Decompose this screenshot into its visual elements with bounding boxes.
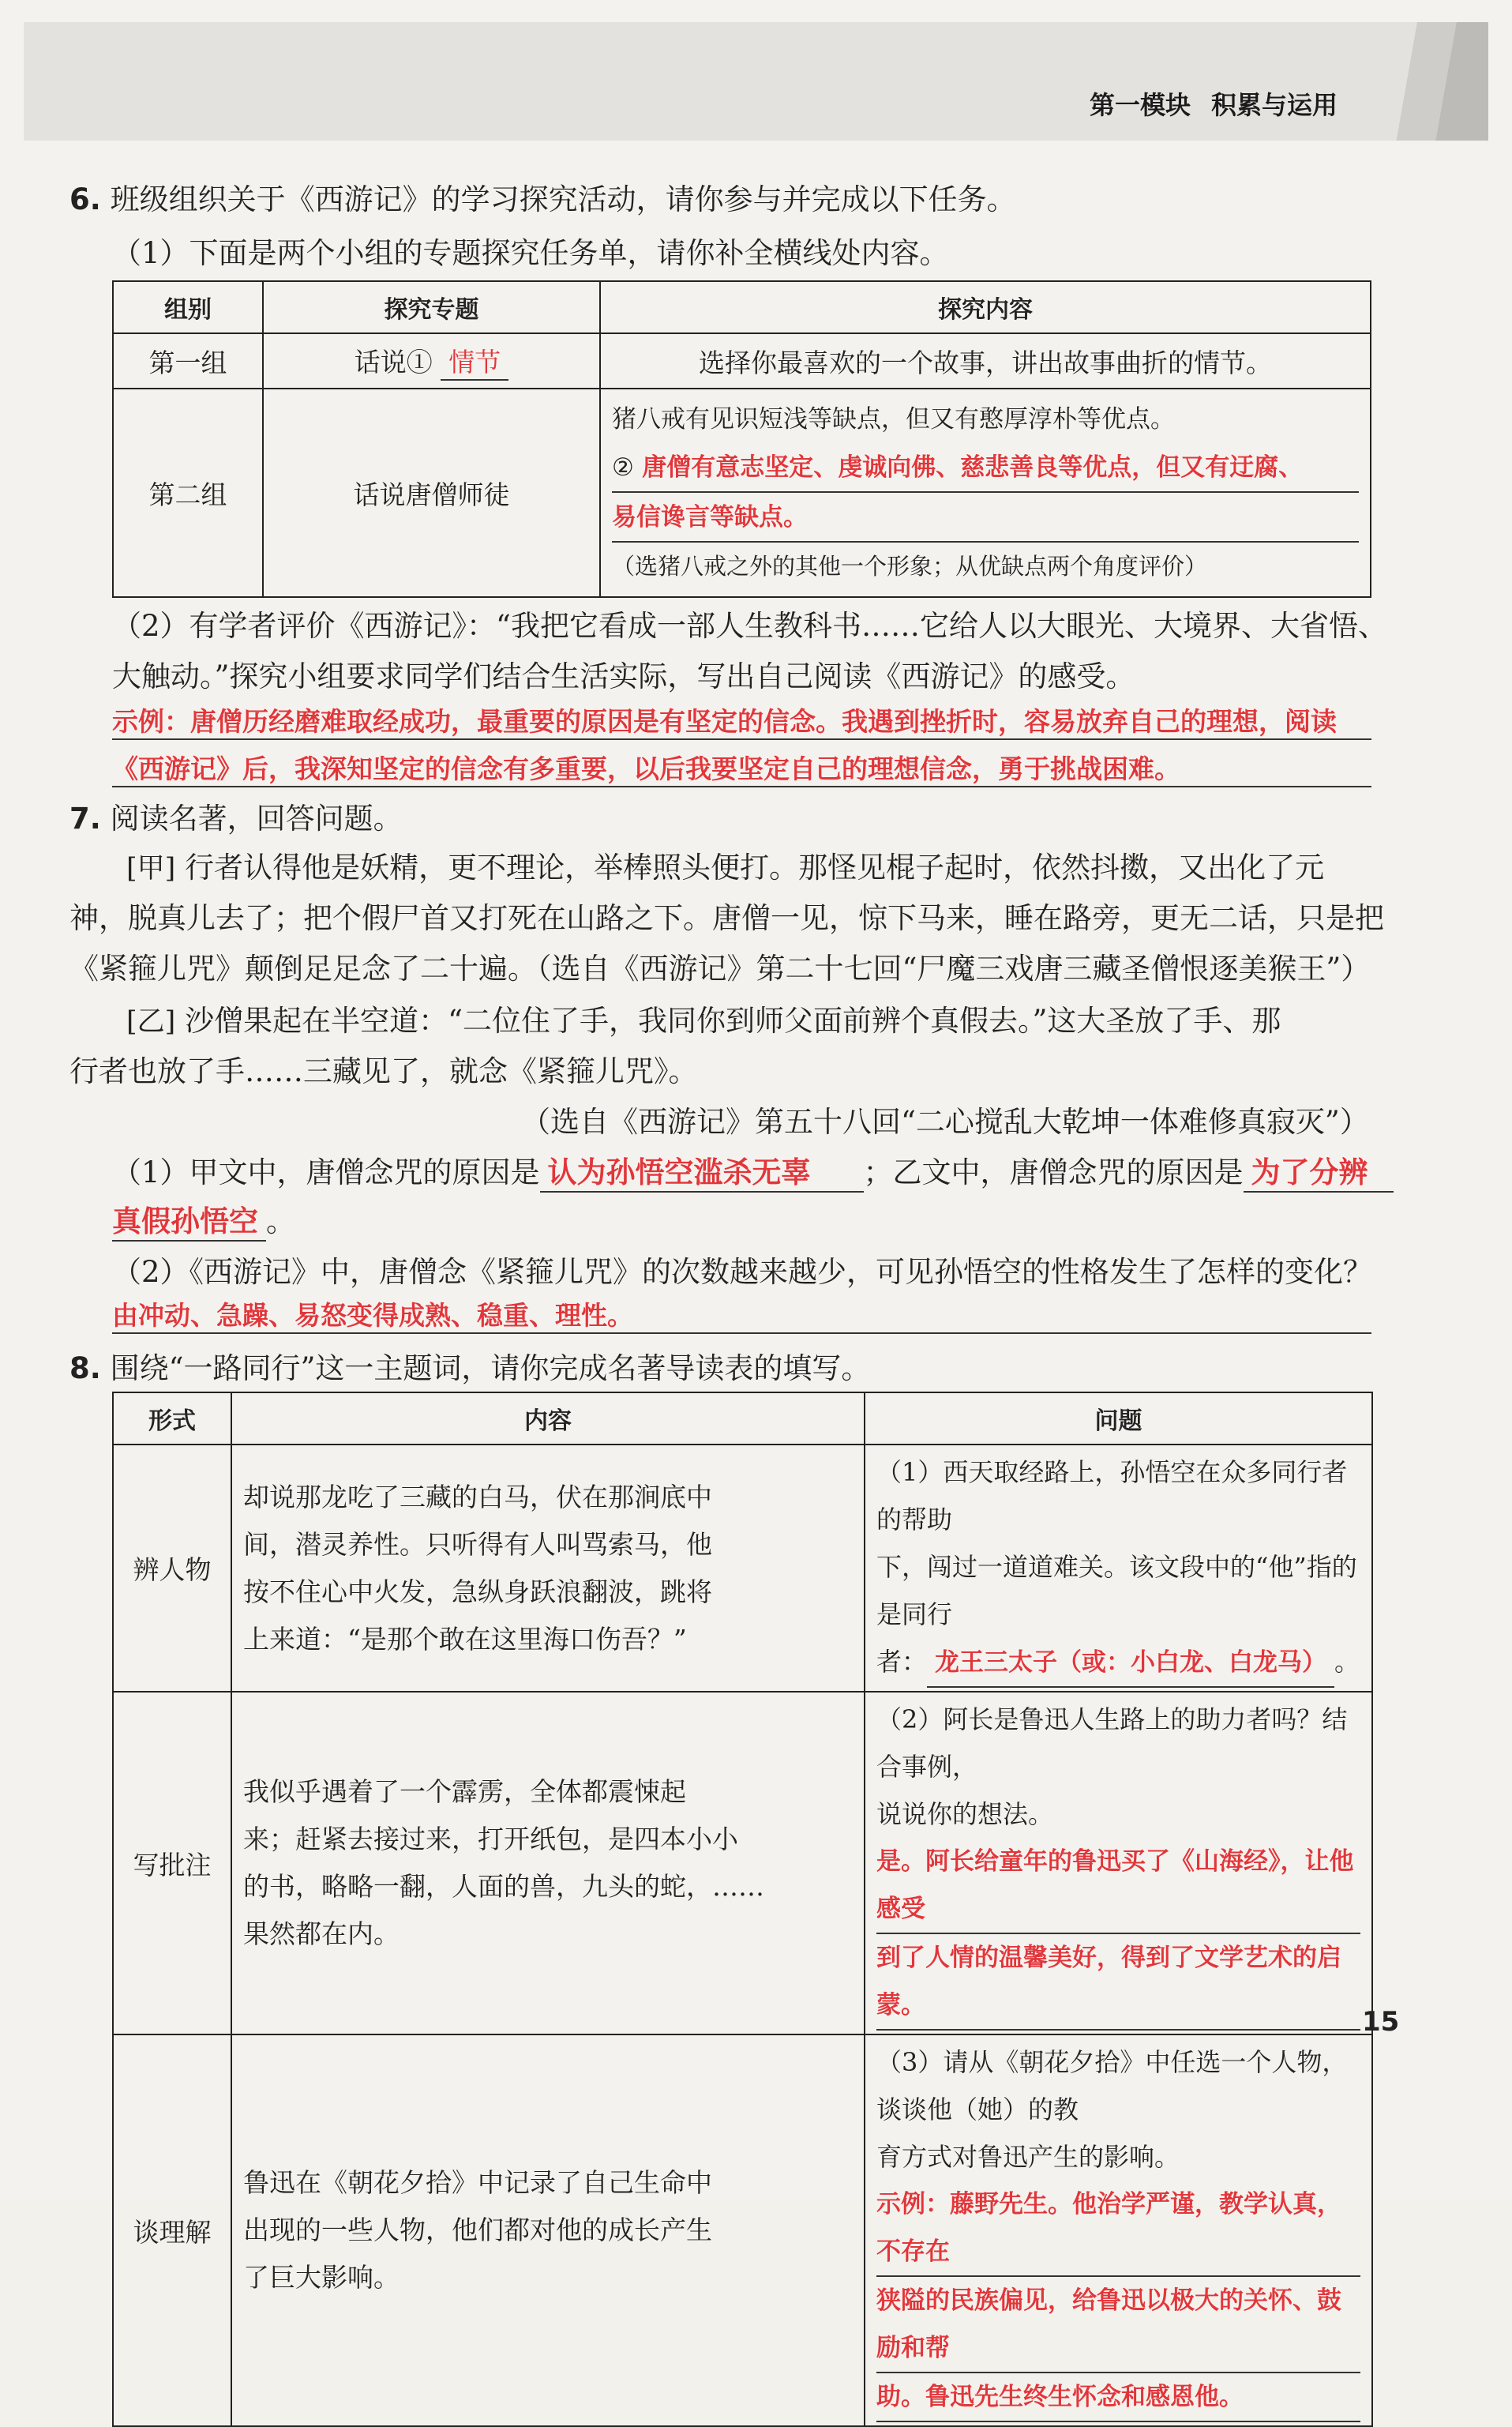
row2-answer-line2 xyxy=(612,493,1359,543)
q7-jia-line3: 《紧箍儿咒》颠倒足足念了二十遍。（选自《西游记》第二十七回“尸魔三戏唐三藏圣僧恨逐美猴王”） xyxy=(69,952,1371,986)
q6-table xyxy=(112,280,1371,598)
row1-question-line: 下，闯过一道道难关。该文段中的“他”指的是同行 xyxy=(876,1552,1357,1629)
q6-row2-group: 第二组 xyxy=(113,389,263,597)
q7-number: 7. xyxy=(69,802,101,836)
section-name: 积累与运用 xyxy=(1211,90,1338,120)
row3-content-line: 了巨大影响。 xyxy=(243,2262,400,2293)
row2-answer-line: 到了人情的温馨美好，得到了文学艺术的启蒙。 xyxy=(876,1934,1360,2031)
row2-answer2: 易信谗言等缺点。 xyxy=(612,503,808,532)
q6-row2-topic: 话说唐僧师徒 xyxy=(263,389,600,597)
row1-content-line: 上来道：“是那个敢在这里海口伤吾？” xyxy=(243,1623,687,1655)
q7-jia-line1 xyxy=(126,843,1324,886)
q6-row1-topic xyxy=(263,333,600,389)
row2-line1: 猪八戒有见识短浅等缺点，但又有憨厚淳朴等优点。 xyxy=(612,405,1175,434)
page-number: 15 xyxy=(1362,2006,1400,2038)
row2-content-line: 我似乎遇着了一个霹雳，全体都震悚起 xyxy=(243,1776,686,1807)
s1-answer1: 认为孙悟空滥杀无辜 xyxy=(540,1148,864,1193)
s1-answer2b: 真假孙悟空 xyxy=(112,1197,266,1242)
q8-header-form: 形式 xyxy=(113,1392,231,1445)
q8-row1-content xyxy=(231,1445,865,1692)
q8-row3-question xyxy=(865,2034,1372,2426)
module-label xyxy=(1090,85,1338,122)
yi-text1: 沙僧果起在半空道：“二位住了手，我同你到师父面前辨个真假去。”这大圣放了手、那 xyxy=(185,1004,1281,1038)
q6-number: 6. xyxy=(69,182,101,216)
q6-row1-group: 第一组 xyxy=(113,333,263,389)
row2-content-line: 果然都在内。 xyxy=(243,1918,400,1949)
jia-bracket: [甲] xyxy=(126,853,176,885)
q6-header-group: 组别 xyxy=(113,281,263,333)
jia-text1: 行者认得他是妖精，更不理论，举棒照头便打。那怪见棍子起时，依然抖擞，又出化了元 xyxy=(185,851,1325,885)
q8-row1-form: 辨人物 xyxy=(113,1445,231,1692)
s1-answer2a: 为了分辨 xyxy=(1244,1148,1394,1193)
row2-answer1: 唐僧有意志坚定、虔诚向佛、慈悲善良等优点，但又有迂腐、 xyxy=(642,453,1304,482)
header-decoration xyxy=(1378,22,1488,141)
q8-header-content: 内容 xyxy=(231,1392,865,1445)
jia-label: 甲 xyxy=(137,853,165,885)
q6-sub2-line1: （2）有学者评价《西游记》：“我把它看成一部人生教科书……它给人以大眼光、大境界、大省悟、 xyxy=(112,609,1387,643)
row2-marker: ② xyxy=(612,453,634,482)
q6-header-topic: 探究专题 xyxy=(263,281,600,333)
s1-end: 。 xyxy=(266,1204,295,1238)
q6-answer2-line1: 示例：唐僧历经磨难取经成功，最重要的原因是有坚定的信念。我遇到挫折时，容易放弃自己的理想，阅读 xyxy=(112,701,1371,740)
row2-question-line: 说说你的想法。 xyxy=(876,1799,1054,1829)
q7-yi-source: （选自《西游记》第五十八回“二心搅乱大乾坤一体难修真寂灭”） xyxy=(521,1105,1369,1139)
q6-row2-content xyxy=(600,389,1371,597)
row3-answer-line: 狭隘的民族偏见，给鲁迅以极大的关怀、鼓励和帮 xyxy=(876,2277,1360,2373)
header-bar xyxy=(24,22,1488,141)
row2-question-line: （2）阿长是鲁迅人生路上的助力者吗？结合事例， xyxy=(876,1704,1348,1782)
row3-question-line: 育方式对鲁迅产生的影响。 xyxy=(876,2142,1180,2172)
topic-answer: 情节 xyxy=(441,342,508,381)
row3-content-line: 出现的一些人物，他们都对他的成长产生 xyxy=(243,2215,712,2245)
row1-content-line: 间，潜灵养性。只听得有人叫骂索马，他 xyxy=(243,1528,712,1560)
q8-header-question: 问题 xyxy=(865,1392,1372,1445)
row1-content-line: 按不住心中火发，急纵身跃浪翻波，跳将 xyxy=(243,1576,712,1607)
q8-row2-form: 写批注 xyxy=(113,1692,231,2034)
q6-answer2-line2: 《西游记》后，我深知坚定的信念有多重要，以后我要坚定自己的理想信念，勇于挑战困难。 xyxy=(112,749,1371,787)
q8-row3-form: 谈理解 xyxy=(113,2034,231,2426)
row2-answer-line: 是。阿长给童年的鲁迅买了《山海经》，让他感受 xyxy=(876,1838,1360,1934)
q7-yi-line2: 行者也放了手……三藏见了，就念《紧箍儿咒》。 xyxy=(69,1054,698,1088)
q7-s2: （2）《西游记》中，唐僧念《紧箍儿咒》的次数越来越少，可见孙悟空的性格发生了怎样的变化？ xyxy=(112,1255,1373,1289)
q8-row1-question xyxy=(865,1445,1372,1692)
row2-note: （选猪八戒之外的其他一个形象；从优缺点两个角度评价） xyxy=(612,553,1208,580)
row2-content-line: 来；赶紧去接过来，打开纸包，是四本小小 xyxy=(243,1824,738,1854)
row1-answer: 龙王三太子（或：小白龙、白龙马） xyxy=(927,1639,1334,1688)
module-name: 第一模块 xyxy=(1090,90,1191,120)
q7-s1-line1 xyxy=(112,1148,1394,1193)
q6-stem xyxy=(69,175,1016,218)
row1-content-line: 却说那龙吃了三藏的白马，伏在那涧底中 xyxy=(243,1481,712,1512)
row2-content-line: 的书，略略一翻，人面的兽，九头的蛇，…… xyxy=(243,1871,764,1902)
q6-stem-text: 班级组织关于《西游记》的学习探究活动，请你参与并完成以下任务。 xyxy=(110,182,1016,216)
row3-answer-line: 助。鲁迅先生终生怀念和感恩他。 xyxy=(876,2373,1360,2422)
q8-row2-content xyxy=(231,1692,865,2034)
row3-question-line: （3）请从《朝花夕拾》中任选一个人物，谈谈他（她）的教 xyxy=(876,2047,1348,2125)
row1-suffix: 。 xyxy=(1334,1647,1360,1677)
q7-s1-line2 xyxy=(112,1197,295,1242)
row3-content-line: 鲁迅在《朝花夕拾》中记录了自己生命中 xyxy=(243,2167,712,2198)
row2-answer-line1 xyxy=(612,443,1359,493)
q6-header-content: 探究内容 xyxy=(600,281,1371,333)
row3-answer-line: 示例：藤野先生。他治学严谨，教学认真，不存在 xyxy=(876,2181,1360,2277)
yi-label: 乙 xyxy=(137,1006,165,1038)
row1-prefix: 者： xyxy=(876,1647,928,1677)
q8-table xyxy=(112,1392,1373,2427)
s1-mid: ；乙文中，唐僧念咒的原因是 xyxy=(863,1155,1244,1189)
q7-stem xyxy=(69,795,403,837)
q6-sub1: （1）下面是两个小组的专题探究任务单，请你补全横线处内容。 xyxy=(112,236,949,270)
row1-question-line: （1）西天取经路上，孙悟空在众多同行者的帮助 xyxy=(876,1457,1348,1535)
q8-row3-content xyxy=(231,2034,865,2426)
q7-stem-text: 阅读名著，回答问题。 xyxy=(110,802,403,836)
q6-row1-content: 选择你最喜欢的一个故事，讲出故事曲折的情节。 xyxy=(600,333,1371,389)
q7-yi-line1 xyxy=(126,997,1281,1039)
topic-prefix: 话说① xyxy=(354,346,433,378)
row1-answer-line xyxy=(876,1638,1360,1688)
yi-bracket: [乙] xyxy=(126,1006,176,1038)
q6-sub2-line2: 大触动。”探究小组要求同学们结合生活实际，写出自己阅读《西游记》的感受。 xyxy=(112,659,1135,693)
s1-prefix: （1）甲文中，唐僧念咒的原因是 xyxy=(112,1155,540,1189)
q8-number: 8. xyxy=(69,1351,101,1385)
q8-stem-text: 围绕“一路同行”这一主题词，请你完成名著导读表的填写。 xyxy=(110,1351,871,1385)
q8-row2-question xyxy=(865,1692,1372,2034)
q8-stem xyxy=(69,1344,870,1387)
q7-s2-answer: 由冲动、急躁、易怒变得成熟、稳重、理性。 xyxy=(112,1295,1371,1334)
q7-jia-line2: 神，脱真儿去了；把个假尸首又打死在山路之下。唐僧一见，惊下马来，睡在路旁，更无二话，只是把 xyxy=(69,901,1384,935)
